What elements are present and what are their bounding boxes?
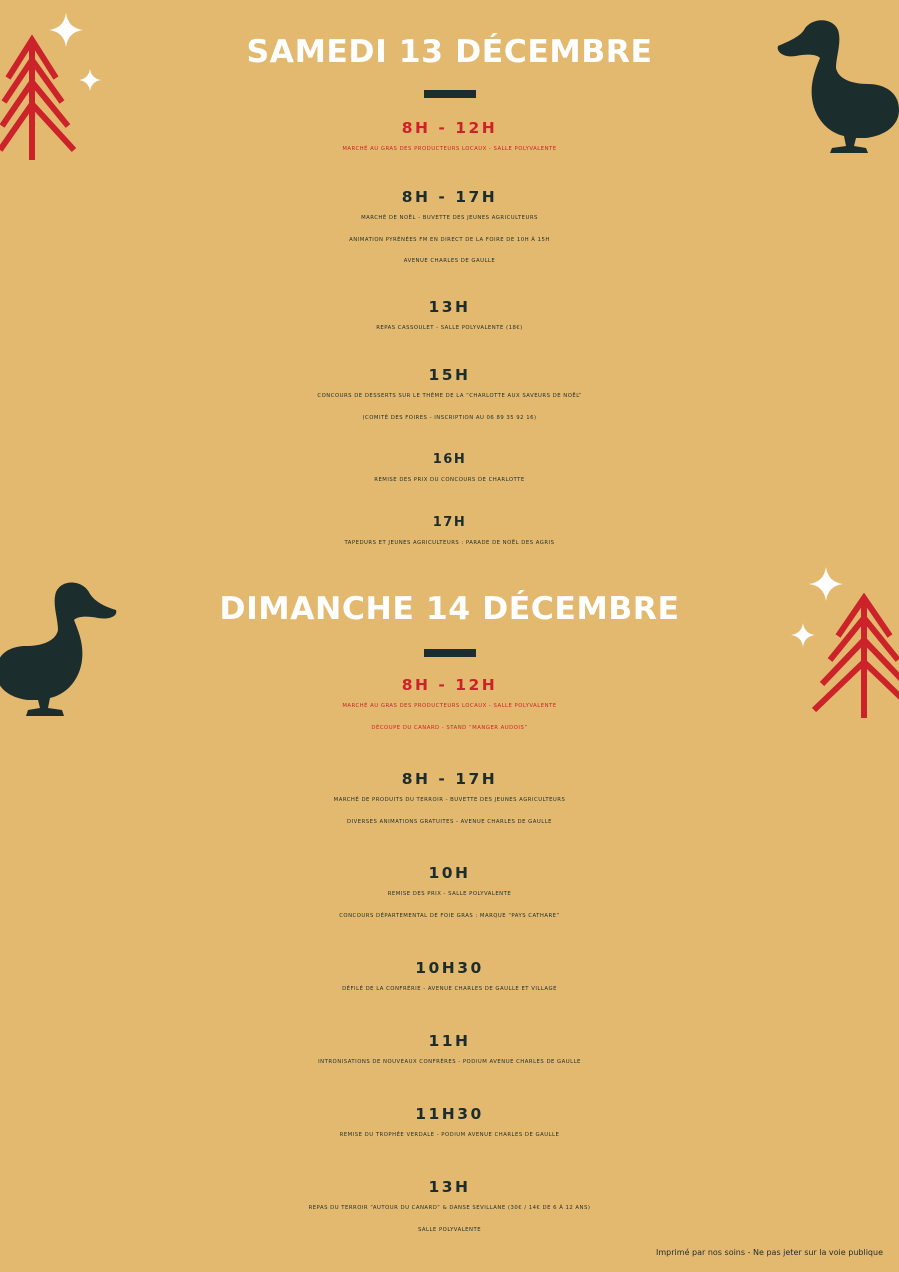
title-divider [424, 649, 476, 657]
event-block [0, 296, 899, 340]
event-line: TAPEDURS ET JEUNES AGRICULTEURS : PARADE DE NOËL DES AGRIS [344, 540, 555, 546]
print-notice: Imprimé par nos soins - Ne pas jeter sur la voie publique [656, 1248, 883, 1257]
event-line: REPAS CASSOULET - SALLE POLYVALENTE (18€) [376, 325, 523, 331]
event-line: MARCHÉ DE NOËL - BUVETTE DES JEUNES AGRICULTEURS [361, 215, 538, 221]
event-line: AVENUE CHARLES DE GAULLE [403, 258, 496, 264]
event-time: 13H [428, 298, 471, 316]
event-line: REMISE DES PRIX DU CONCOURS DE CHARLOTTE [374, 477, 525, 483]
event-line: DÉCOUPE DU CANARD - STAND “MANGER AUDOIS” [371, 724, 528, 731]
day2-title: DIMANCHE 14 DÉCEMBRE [219, 591, 680, 627]
event-line: INTRONISATIONS DE NOUVEAUX CONFRÈRES - PODIUM AVENUE CHARLES DE GAULLE [318, 1059, 581, 1065]
event-time: 11H30 [415, 1105, 484, 1123]
event-block [0, 450, 899, 492]
event-line: DÉFILÉ DE LA CONFRÉRIE - AVENUE CHARLES DE GAULLE ET VILLAGE [342, 986, 557, 992]
event-line: MARCHÉ DE PRODUITS DU TERROIR - BUVETTE DES JEUNES AGRICULTEURS [333, 797, 566, 803]
event-time: 16H [432, 452, 467, 467]
event-line: MARCHÉ AU GRAS DES PRODUCTEURS LOCAUX - SALLE POLYVALENTE [342, 703, 557, 709]
day1-title: SAMEDI 13 DÉCEMBRE [246, 34, 653, 70]
event-block [0, 117, 899, 161]
event-line: REPAS DU TERROIR “AUTOUR DU CANARD” & DANSE SEVILLANE (30€ / 14€ DE 6 À 12 ANS) [308, 1205, 591, 1211]
event-line: SALLE POLYVALENTE [417, 1226, 482, 1233]
event-block [0, 862, 899, 927]
event-time: 15H [428, 366, 471, 384]
event-line: (COMITÉ DES FOIRES - INSCRIPTION AU 06 89 35 92 16) [362, 414, 537, 421]
event-time: 11H [428, 1032, 471, 1050]
event-line: REMISE DES PRIX - SALLE POLYVALENTE [387, 891, 512, 897]
event-time: 8H - 17H [401, 188, 498, 206]
event-block [0, 1103, 899, 1147]
event-time: 8H - 17H [401, 770, 498, 788]
event-time: 10H30 [415, 959, 484, 977]
event-line: CONCOURS DE DESSERTS SUR LE THÈME DE LA “CHARLOTTE AUX SAVEURS DE NOËL” [317, 393, 582, 399]
event-line: REMISE DU TROPHÉE VERDALE - PODIUM AVENUE CHARLES DE GAULLE [339, 1132, 560, 1138]
event-line: MARCHÉ AU GRAS DES PRODUCTEURS LOCAUX - SALLE POLYVALENTE [342, 146, 557, 152]
event-time: 8H - 12H [401, 119, 498, 137]
event-line: DIVERSES ANIMATIONS GRATUITES - AVENUE CHARLES DE GAULLE [346, 818, 553, 825]
event-block [0, 186, 899, 273]
title-divider [424, 90, 476, 98]
event-line: CONCOURS DÉPARTEMENTAL DE FOIE GRAS : MARQUE “PAYS CATHARE” [339, 912, 560, 919]
event-time: 10H [428, 864, 471, 882]
event-block [0, 768, 899, 833]
event-block [0, 1030, 899, 1074]
event-block [0, 1176, 899, 1241]
event-line: ANIMATION PYRÉNÉES FM EN DIRECT DE LA FOIRE DE 10H À 15H [349, 236, 550, 243]
event-block [0, 513, 899, 555]
event-time: 8H - 12H [401, 676, 498, 694]
event-time: 13H [428, 1178, 471, 1196]
event-block [0, 674, 899, 739]
event-block [0, 957, 899, 1001]
sparkle-icon [78, 68, 102, 92]
event-time: 17H [432, 515, 467, 530]
event-block [0, 364, 899, 429]
